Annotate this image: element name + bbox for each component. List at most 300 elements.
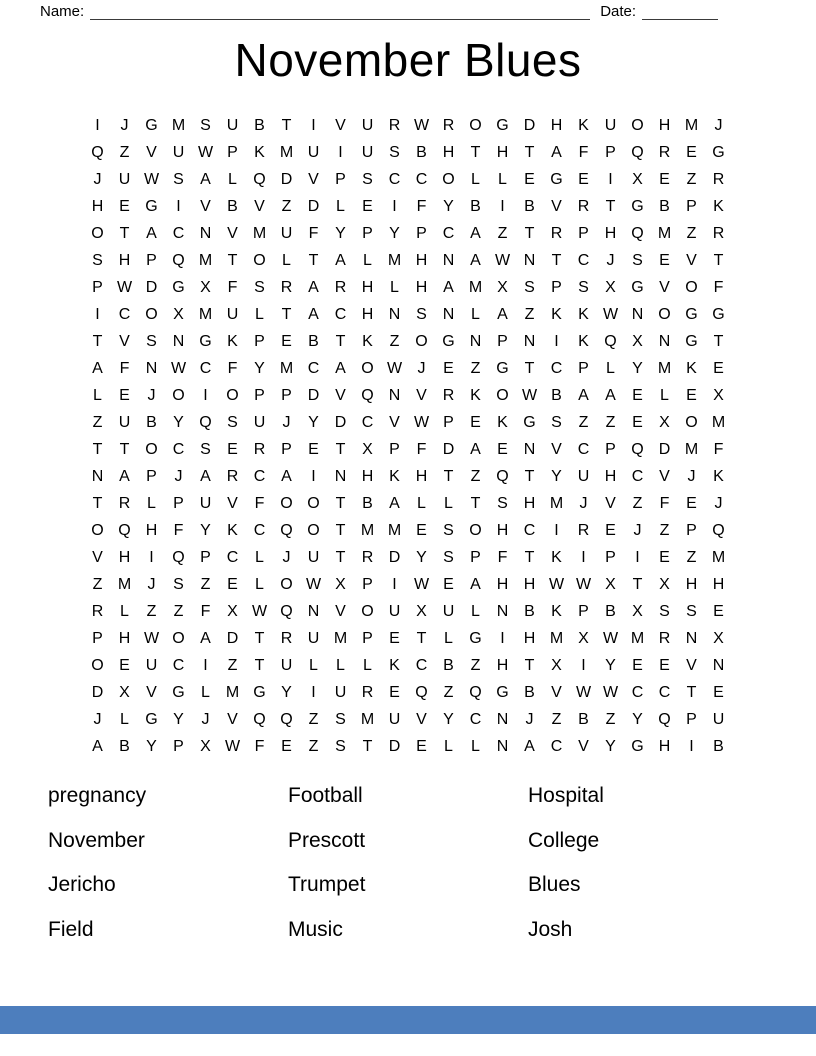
grid-letter: N	[172, 332, 185, 350]
grid-letter: Q	[280, 521, 293, 539]
grid-letter: L	[444, 629, 453, 647]
grid-letter: A	[470, 575, 481, 593]
grid-letter: H	[658, 737, 671, 755]
grid-letter: T	[713, 332, 724, 350]
grid-letter: P	[281, 440, 292, 458]
grid-letter: H	[496, 143, 509, 161]
grid-letter: V	[92, 548, 103, 566]
name-label: Name:	[40, 3, 85, 20]
grid-letter: N	[496, 602, 509, 620]
grid-letter: T	[254, 629, 265, 647]
grid-letter: N	[469, 332, 482, 350]
grid-letter: E	[281, 332, 292, 350]
grid-letter: V	[146, 143, 157, 161]
grid-letter: S	[362, 170, 373, 188]
grid-letter: W	[602, 629, 619, 647]
word-list-item: pregnancy	[48, 784, 147, 807]
grid-letter: A	[308, 278, 319, 296]
grid-letter: V	[389, 413, 400, 431]
grid-letter: Y	[632, 359, 643, 377]
grid-letter: W	[575, 683, 592, 701]
grid-letter: N	[307, 602, 320, 620]
grid-letter: Q	[631, 440, 644, 458]
grid-letter: O	[469, 116, 482, 134]
grid-letter: M	[360, 710, 375, 728]
grid-letter: H	[415, 467, 428, 485]
grid-letter: E	[470, 413, 481, 431]
grid-letter: O	[307, 521, 320, 539]
grid-letter: W	[602, 305, 619, 323]
grid-letter: H	[415, 251, 428, 269]
grid-letter: C	[253, 521, 266, 539]
grid-letter: O	[226, 386, 239, 404]
grid-letter: X	[659, 575, 670, 593]
grid-letter: W	[602, 683, 619, 701]
grid-letter: M	[711, 413, 726, 431]
grid-letter: U	[118, 413, 131, 431]
grid-letter: L	[363, 656, 372, 674]
grid-letter: S	[389, 143, 400, 161]
grid-letter: O	[415, 332, 428, 350]
grid-letter: E	[497, 440, 508, 458]
grid-letter: X	[200, 737, 211, 755]
grid-letter: Q	[91, 143, 104, 161]
grid-letter: Z	[632, 494, 643, 512]
grid-letter: X	[173, 305, 184, 323]
grid-letter: W	[305, 575, 322, 593]
grid-letter: K	[551, 305, 562, 323]
grid-letter: X	[200, 278, 211, 296]
grid-letter: B	[524, 683, 535, 701]
grid-letter: Y	[308, 413, 319, 431]
grid-letter: E	[119, 197, 130, 215]
grid-letter: U	[604, 116, 617, 134]
grid-letter: Y	[335, 224, 346, 242]
grid-letter: V	[551, 197, 562, 215]
grid-letter: A	[470, 224, 481, 242]
grid-letter: Z	[470, 467, 481, 485]
grid-letter: R	[577, 521, 590, 539]
word-list-item: Trumpet	[288, 873, 366, 896]
grid-letter: T	[281, 116, 292, 134]
grid-letter: R	[280, 278, 293, 296]
grid-letter: O	[361, 602, 374, 620]
grid-letter: Z	[119, 143, 130, 161]
grid-letter: E	[389, 683, 400, 701]
grid-letter: J	[174, 467, 183, 485]
grid-letter: S	[497, 494, 508, 512]
grid-letter: E	[686, 386, 697, 404]
grid-letter: A	[119, 467, 130, 485]
grid-letter: L	[309, 656, 318, 674]
grid-letter: B	[443, 656, 454, 674]
grid-letter: S	[524, 278, 535, 296]
grid-letter: C	[550, 359, 563, 377]
grid-letter: G	[496, 116, 509, 134]
grid-letter: H	[91, 197, 104, 215]
word-list	[48, 774, 768, 952]
grid-letter: R	[658, 143, 671, 161]
grid-letter: B	[524, 197, 535, 215]
grid-letter: S	[686, 602, 697, 620]
grid-letter: L	[255, 305, 264, 323]
grid-letter: W	[413, 116, 430, 134]
grid-letter: R	[577, 197, 590, 215]
grid-letter: L	[336, 656, 345, 674]
grid-letter: E	[578, 170, 589, 188]
grid-letter: A	[551, 143, 562, 161]
grid-letter: Y	[146, 737, 157, 755]
grid-letter: G	[172, 683, 185, 701]
word-list-item: Josh	[528, 917, 573, 941]
grid-letter: M	[279, 359, 294, 377]
grid-letter: B	[659, 197, 670, 215]
grid-letter: A	[146, 224, 157, 242]
grid-letter: E	[713, 683, 724, 701]
grid-letter: C	[253, 467, 266, 485]
grid-letter: Q	[172, 251, 185, 269]
grid-letter: M	[630, 629, 645, 647]
grid-letter: O	[685, 278, 698, 296]
grid-letter: A	[497, 305, 508, 323]
grid-letter: V	[551, 440, 562, 458]
grid-letter: P	[497, 332, 508, 350]
grid-letter: C	[631, 467, 644, 485]
grid-letter: T	[92, 494, 103, 512]
grid-letter: P	[551, 278, 562, 296]
grid-letter: Q	[253, 710, 266, 728]
grid-letter: D	[442, 440, 455, 458]
grid-letter: P	[416, 224, 427, 242]
grid-letter: A	[389, 494, 400, 512]
grid-letter: V	[227, 224, 238, 242]
word-list-item: Prescott	[288, 828, 366, 852]
grid-letter: T	[524, 143, 535, 161]
grid-letter: J	[282, 413, 291, 431]
grid-letter: O	[361, 359, 374, 377]
grid-letter: J	[525, 710, 534, 728]
grid-letter: P	[578, 224, 589, 242]
grid-letter: A	[524, 737, 535, 755]
grid-letter: S	[146, 332, 157, 350]
grid-letter: X	[659, 413, 670, 431]
grid-letter: J	[93, 170, 102, 188]
grid-letter: Y	[605, 737, 616, 755]
grid-letter: G	[145, 197, 158, 215]
grid-letter: Q	[631, 224, 644, 242]
grid-letter: I	[203, 656, 208, 674]
grid-letter: G	[685, 332, 698, 350]
grid-letter: C	[334, 305, 347, 323]
grid-letter: E	[632, 413, 643, 431]
grid-letter: P	[605, 143, 616, 161]
grid-letter: H	[442, 143, 455, 161]
grid-letter: C	[415, 656, 428, 674]
grid-letter: N	[523, 332, 536, 350]
grid-letter: M	[360, 521, 375, 539]
grid-letter: H	[361, 305, 374, 323]
grid-letter: Y	[551, 467, 562, 485]
grid-letter: V	[686, 656, 697, 674]
grid-letter: Z	[686, 548, 697, 566]
grid-letter: H	[496, 575, 509, 593]
grid-letter: P	[686, 521, 697, 539]
grid-letter: H	[523, 575, 536, 593]
grid-letter: S	[443, 548, 454, 566]
grid-letter: P	[254, 332, 265, 350]
grid-letter: C	[307, 359, 320, 377]
word-list-item: Jericho	[48, 873, 116, 896]
grid-letter: E	[281, 737, 292, 755]
grid-letter: U	[307, 143, 320, 161]
grid-letter: U	[280, 224, 293, 242]
grid-letter: M	[549, 629, 564, 647]
grid-letter: O	[253, 251, 266, 269]
grid-letter: U	[361, 116, 374, 134]
grid-letter: U	[577, 467, 590, 485]
grid-letter: Y	[389, 224, 400, 242]
grid-letter: Y	[632, 710, 643, 728]
grid-letter: K	[686, 359, 697, 377]
grid-letter: F	[578, 143, 589, 161]
grid-letter: Z	[686, 224, 697, 242]
grid-letter: O	[91, 521, 104, 539]
grid-letter: C	[469, 710, 482, 728]
grid-letter: E	[389, 629, 400, 647]
grid-letter: I	[311, 116, 316, 134]
grid-letter: H	[118, 548, 131, 566]
grid-letter: X	[119, 683, 130, 701]
grid-letter: I	[554, 332, 559, 350]
grid-letter: M	[117, 575, 132, 593]
grid-letter: T	[686, 683, 697, 701]
grid-letter: O	[658, 305, 671, 323]
grid-letter: X	[335, 575, 346, 593]
grid-letter: C	[523, 521, 536, 539]
grid-letter: F	[227, 359, 238, 377]
grid-letter: I	[95, 305, 100, 323]
grid-letter: J	[120, 116, 129, 134]
grid-letter: P	[605, 548, 616, 566]
grid-letter: U	[388, 710, 401, 728]
grid-letter: X	[632, 332, 643, 350]
grid-letter: T	[551, 251, 562, 269]
grid-letter: U	[280, 656, 293, 674]
grid-letter: T	[362, 737, 373, 755]
grid-letter: L	[255, 548, 264, 566]
grid-letter: I	[581, 656, 586, 674]
grid-letter: V	[146, 683, 157, 701]
grid-letter: T	[605, 197, 616, 215]
grid-letter: T	[119, 440, 130, 458]
grid-letter: J	[687, 467, 696, 485]
grid-letter: Y	[443, 710, 454, 728]
grid-letter: O	[307, 494, 320, 512]
grid-letter: S	[173, 575, 184, 593]
grid-letter: F	[254, 737, 265, 755]
grid-letter: V	[659, 278, 670, 296]
grid-letter: P	[578, 359, 589, 377]
grid-letter: U	[712, 710, 725, 728]
grid-letter: Q	[496, 467, 509, 485]
grid-letter: I	[500, 197, 505, 215]
grid-letter: U	[253, 413, 266, 431]
name-fill-line	[90, 4, 590, 20]
grid-letter: W	[143, 629, 160, 647]
grid-letter: D	[388, 548, 401, 566]
grid-letter: V	[416, 710, 427, 728]
grid-letter: R	[226, 467, 239, 485]
grid-letter: C	[172, 440, 185, 458]
grid-letter: H	[658, 116, 671, 134]
grid-letter: E	[659, 251, 670, 269]
grid-letter: I	[500, 629, 505, 647]
grid-letter: P	[578, 602, 589, 620]
grid-letter: Z	[686, 170, 697, 188]
grid-letter: P	[92, 278, 103, 296]
grid-letter: T	[335, 494, 346, 512]
grid-letter: J	[201, 710, 210, 728]
grid-letter: B	[605, 602, 616, 620]
grid-letter: N	[145, 359, 158, 377]
grid-letter: E	[632, 656, 643, 674]
grid-letter: U	[226, 305, 239, 323]
grid-letter: V	[551, 683, 562, 701]
grid-letter: O	[145, 440, 158, 458]
grid-letter: T	[254, 656, 265, 674]
grid-letter: R	[253, 440, 266, 458]
grid-letter: K	[578, 305, 589, 323]
grid-letter: G	[496, 359, 509, 377]
grid-letter: T	[524, 548, 535, 566]
grid-letter: J	[147, 575, 156, 593]
grid-letter: Q	[469, 683, 482, 701]
grid-letter: E	[659, 548, 670, 566]
grid-letter: Z	[443, 683, 454, 701]
grid-letter: R	[91, 602, 104, 620]
grid-letter: B	[254, 116, 265, 134]
grid-letter: I	[635, 548, 640, 566]
grid-letter: L	[606, 359, 615, 377]
grid-letter: M	[684, 440, 699, 458]
grid-letter: N	[388, 386, 401, 404]
grid-letter: Z	[605, 413, 616, 431]
grid-letter: B	[524, 602, 535, 620]
grid-letter: D	[307, 197, 320, 215]
grid-letter: T	[335, 440, 346, 458]
grid-letter: W	[494, 251, 511, 269]
grid-letter: K	[389, 656, 400, 674]
grid-letter: O	[145, 305, 158, 323]
grid-letter: J	[714, 494, 723, 512]
grid-letter: M	[387, 521, 402, 539]
grid-letter: A	[470, 251, 481, 269]
grid-letter: F	[659, 494, 670, 512]
grid-letter: T	[227, 251, 238, 269]
grid-letter: P	[146, 251, 157, 269]
grid-letter: Z	[92, 575, 103, 593]
grid-letter: L	[147, 494, 156, 512]
grid-letter: P	[335, 170, 346, 188]
grid-letter: W	[143, 170, 160, 188]
grid-letter: V	[308, 170, 319, 188]
grid-letter: N	[199, 224, 212, 242]
grid-letter: L	[444, 494, 453, 512]
grid-letter: E	[659, 656, 670, 674]
grid-letter: Z	[308, 710, 319, 728]
grid-letter: B	[578, 710, 589, 728]
grid-letter: W	[521, 386, 538, 404]
grid-letter: V	[686, 251, 697, 269]
grid-letter: Z	[173, 602, 184, 620]
grid-letter: Z	[281, 197, 292, 215]
grid-letter: L	[390, 278, 399, 296]
grid-letter: R	[361, 548, 374, 566]
grid-letter: T	[524, 467, 535, 485]
grid-letter: A	[92, 737, 103, 755]
grid-letter: S	[443, 521, 454, 539]
grid-letter: H	[496, 521, 509, 539]
grid-letter: D	[226, 629, 239, 647]
grid-letter: C	[172, 224, 185, 242]
grid-letter: S	[578, 278, 589, 296]
grid-letter: Y	[173, 710, 184, 728]
grid-letter: X	[713, 629, 724, 647]
grid-letter: D	[280, 170, 293, 188]
grid-letter: R	[361, 683, 374, 701]
grid-letter: O	[496, 386, 509, 404]
grid-letter: P	[686, 197, 697, 215]
grid-letter: Y	[605, 656, 616, 674]
grid-letter: P	[254, 386, 265, 404]
grid-letter: Z	[389, 332, 400, 350]
grid-letter: X	[227, 602, 238, 620]
grid-letter: I	[311, 683, 316, 701]
grid-letter: Z	[92, 413, 103, 431]
grid-letter: L	[660, 386, 669, 404]
grid-letter: X	[416, 602, 427, 620]
grid-letter: E	[605, 521, 616, 539]
grid-letter: G	[685, 305, 698, 323]
grid-letter: S	[551, 413, 562, 431]
grid-letter: V	[578, 737, 589, 755]
grid-letter: L	[120, 602, 129, 620]
grid-letter: T	[308, 251, 319, 269]
grid-letter: H	[118, 629, 131, 647]
grid-letter: J	[147, 386, 156, 404]
grid-letter: M	[387, 251, 402, 269]
grid-letter: M	[198, 305, 213, 323]
grid-letter: Z	[470, 656, 481, 674]
grid-letter: Z	[308, 737, 319, 755]
grid-letter: M	[279, 143, 294, 161]
grid-letter: S	[416, 305, 427, 323]
grid-letter: N	[658, 332, 671, 350]
grid-letter: Z	[659, 521, 670, 539]
grid-letter: I	[689, 737, 694, 755]
page-title: November Blues	[234, 34, 582, 86]
word-list-item: November	[48, 828, 145, 852]
grid-letter: U	[118, 170, 131, 188]
grid-letter: O	[172, 386, 185, 404]
grid-letter: D	[307, 386, 320, 404]
grid-letter: G	[631, 737, 644, 755]
grid-letter: Q	[253, 170, 266, 188]
grid-letter: V	[659, 467, 670, 485]
grid-letter: E	[119, 386, 130, 404]
grid-letter: U	[199, 494, 212, 512]
grid-letter: G	[199, 332, 212, 350]
